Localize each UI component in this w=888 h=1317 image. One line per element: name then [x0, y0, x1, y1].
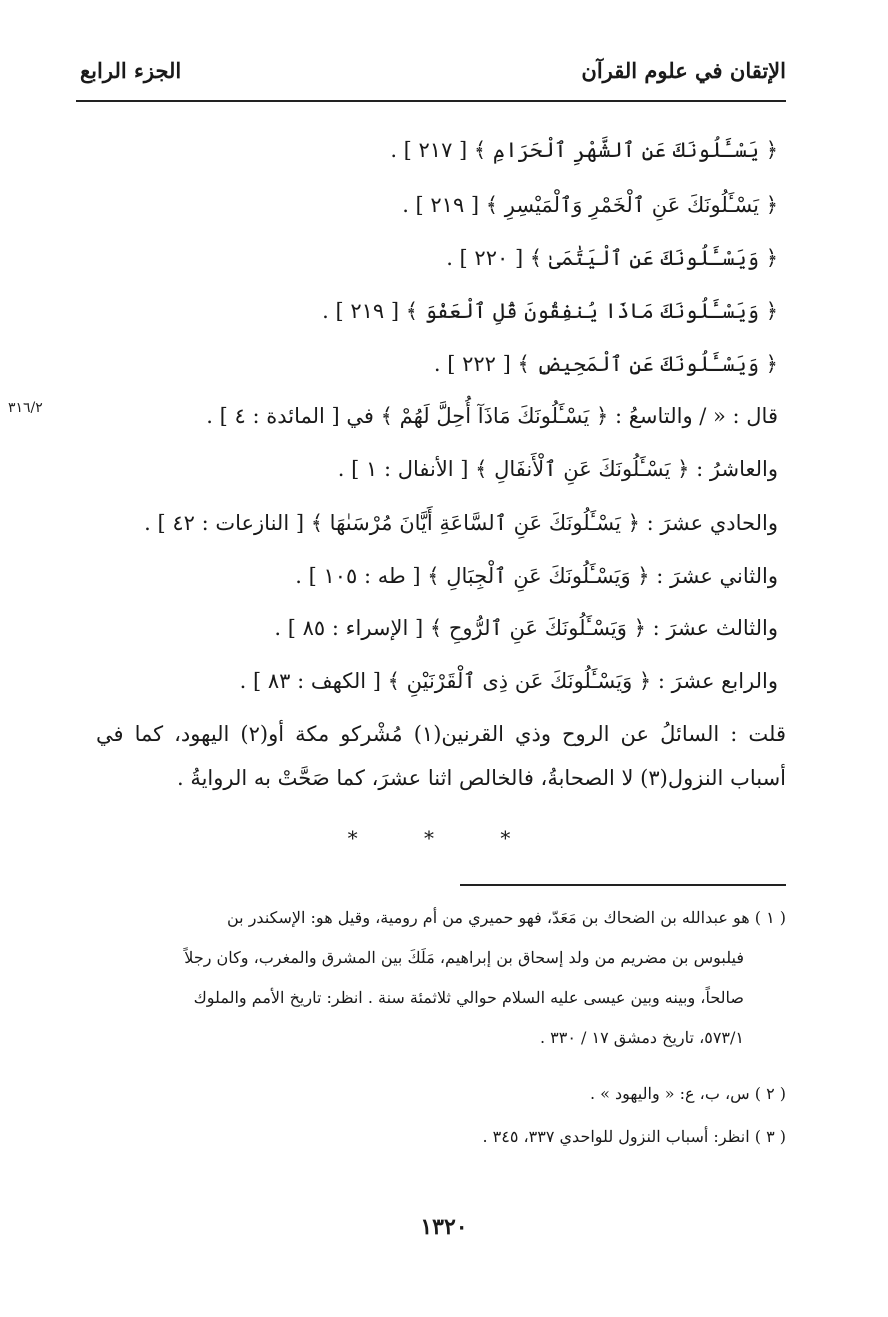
- footnote-2: ( ٢ ) س، ب، ع: « واليهود » .: [589, 1084, 786, 1103]
- verse-line-5: ﴿ وَيَسْـَٔلُونَكَ عَنِ ٱلْمَحِيضِ ﴾ [ ٢٢٢ ] .: [433, 352, 778, 376]
- verse-line-8: والحادي عشرَ : ﴿ يَسْـَٔلُونَكَ عَنِ ٱلسَّاعَةِ أَيَّانَ مُرْسَىٰهَا ﴾ [ النازعات : ٤٢ ] .: [144, 511, 778, 535]
- running-title: الإتقان في علوم القرآن: [581, 58, 786, 83]
- footnote-1-line-2: فيلبوس بن مضريم من ولد إسحاق بن إبراهيم، مَلَكَ بين المشرق والمغرب، وكان رجلاً: [184, 948, 744, 967]
- margin-reference: ٣١٦/٢: [8, 400, 43, 416]
- footnote-1-line-1: ( ١ ) هو عبدالله بن الضحاك بن مَعَدّ، فهو حميري من أم رومية، وقيل هو: الإسكندر بن: [226, 908, 786, 927]
- header-rule: [76, 100, 786, 102]
- footnote-1-line-4: ٥٧٣/١، تاريخ دمشق ١٧ / ٣٣٠ .: [539, 1028, 744, 1047]
- page-number: ١٣٢٠: [420, 1214, 468, 1240]
- verse-line-11: والرابع عشرَ : ﴿ وَيَسْـَٔلُونَكَ عَن ذِى ٱلْقَرْنَيْنِ ﴾ [ الكهف : ٨٣ ] .: [239, 669, 778, 693]
- verse-line-4: ﴿ وَيَسْـَٔلُونَكَ مَاذَا يُنفِقُونَ قُلِ ٱلْعَفْوَ ﴾ [ ٢١٩ ] .: [322, 299, 778, 323]
- verse-line-9: والثاني عشرَ : ﴿ وَيَسْـَٔلُونَكَ عَنِ ٱلْجِبَالِ ﴾ [ طه : ١٠٥ ] .: [295, 564, 778, 588]
- footnote-3: ( ٣ ) انظر: أسباب النزول للواحدي ٣٣٧، ٣٤٥ .: [482, 1127, 786, 1146]
- footnote-1-line-3: صالحاً، وبينه وبين عيسى عليه السلام حوالي ثلاثمئة سنة . انظر: تاريخ الأمم والملوك: [193, 988, 744, 1007]
- section-separator: * * *: [347, 826, 541, 850]
- commentary-paragraph: قلت : السائلُ عن الروح وذي القرنين(١) مُشْركو مكة أو(٢) اليهود، كما في أسباب النزول(٣) لا الصحابةُ، فالخالص اثنا عشرَ، كما صَحَّتْ به الروايةُ .: [96, 722, 786, 790]
- verse-line-1: ﴿ يَسْـَٔلُونَكَ عَنِ ٱلشَّهْرِ ٱلْحَرَامِ ﴾ [ ٢١٧ ] .: [390, 138, 778, 162]
- verse-line-2: ﴿ يَسْـَٔلُونَكَ عَنِ ٱلْخَمْرِ وَٱلْمَيْسِرِ ﴾ [ ٢١٩ ] .: [402, 193, 778, 217]
- verse-line-10: والثالث عشرَ : ﴿ وَيَسْـَٔلُونَكَ عَنِ ٱلرُّوحِ ﴾ [ الإسراء : ٨٥ ] .: [274, 616, 778, 640]
- verse-line-6: قال : « / والتاسعُ : ﴿ يَسْـَٔلُونَكَ مَاذَآ أُحِلَّ لَهُمْ ﴾ في [ المائدة : ٤ ] .: [206, 404, 778, 428]
- footnote-1: [86, 898, 786, 1058]
- part-label: الجزء الرابع: [80, 58, 182, 83]
- verse-line-7: والعاشرُ : ﴿ يَسْـَٔلُونَكَ عَنِ ٱلْأَنفَالِ ﴾ [ الأنفال : ١ ] .: [337, 457, 778, 481]
- footnote-rule: [460, 884, 786, 886]
- verse-line-3: ﴿ وَيَسْـَٔلُونَكَ عَنِ ٱلْيَتَٰمَىٰ ﴾ [ ٢٢٠ ] .: [446, 246, 778, 270]
